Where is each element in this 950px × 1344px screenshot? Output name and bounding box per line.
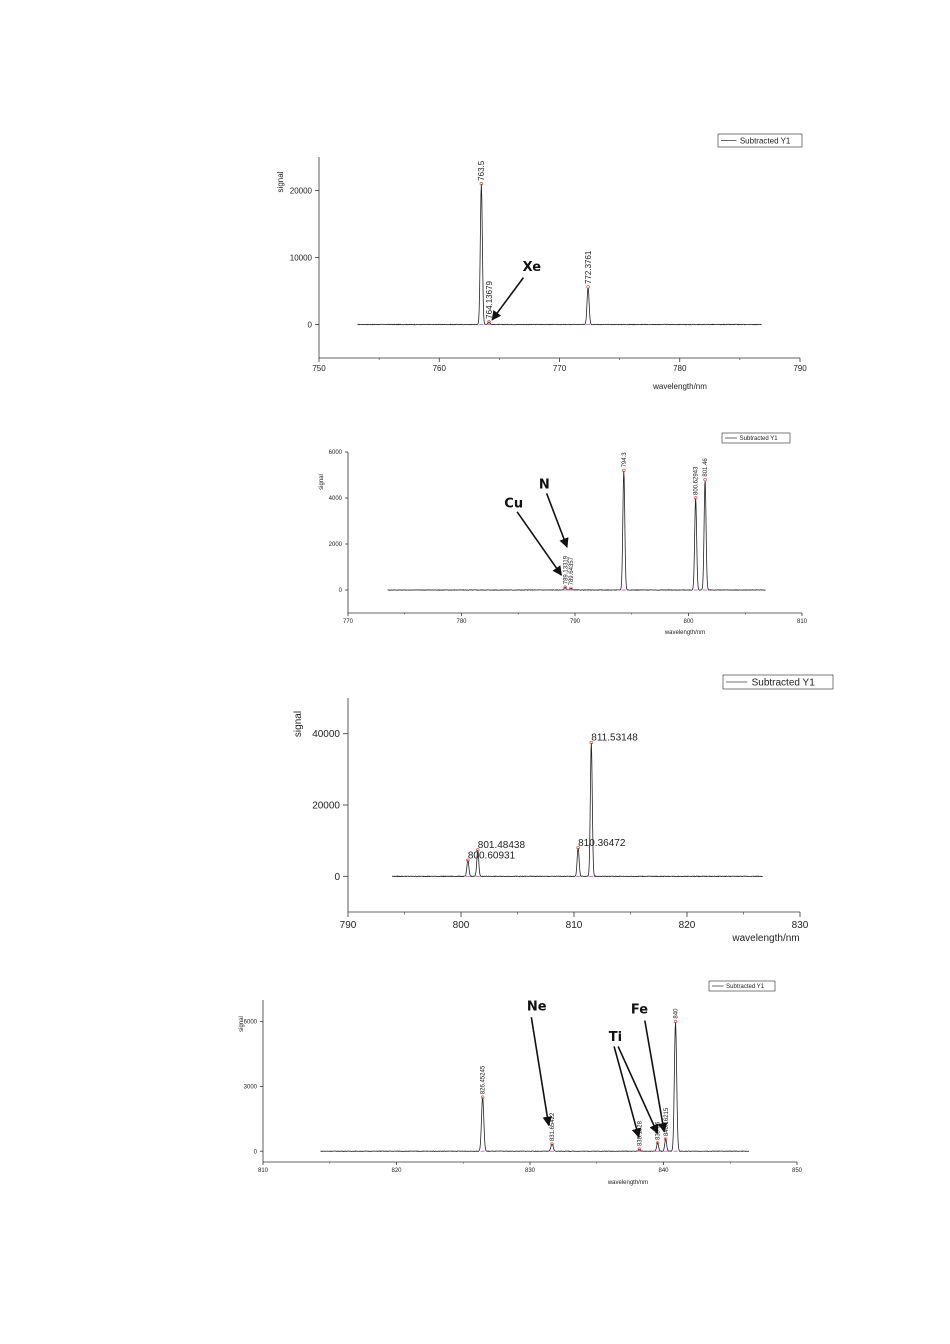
peak-label: 789.64357 xyxy=(569,557,576,586)
element-annotation: Ti xyxy=(608,1030,623,1046)
x-tick-label: 800 xyxy=(683,619,694,625)
peak-label: 801.48438 xyxy=(477,839,526,851)
peak-label: 794.3 xyxy=(621,452,628,468)
x-tick-label: 750 xyxy=(312,364,326,373)
y-axis-label: signal xyxy=(293,710,304,738)
x-tick-label: 810 xyxy=(565,920,583,931)
legend-entry: Subtracted Y1 xyxy=(739,436,778,443)
peak-label: 810.36472 xyxy=(578,837,626,849)
spectrum-series xyxy=(388,471,766,590)
x-tick-label: 820 xyxy=(678,920,696,931)
x-tick-label: 770 xyxy=(552,364,567,373)
spectrum-chart-3 xyxy=(293,675,833,944)
x-tick-label: 790 xyxy=(339,920,357,931)
annotation-arrow xyxy=(531,1017,548,1125)
element-annotation: Fe xyxy=(630,1002,649,1018)
y-axis-label: signal xyxy=(276,171,285,193)
x-tick-label: 770 xyxy=(342,619,354,625)
peak-label: 800.60931 xyxy=(467,850,516,862)
y-tick-label: 20000 xyxy=(289,186,312,196)
peak-point xyxy=(704,478,707,481)
peak-label: 831.65422 xyxy=(550,1112,557,1142)
annotation-arrow xyxy=(614,1046,639,1137)
x-axis-label: wavelength/nm xyxy=(653,382,707,391)
annotation-arrow xyxy=(492,278,523,320)
peak-label: 764.13679 xyxy=(484,280,494,319)
x-tick-label: 790 xyxy=(569,619,581,625)
x-tick-label: 820 xyxy=(391,1168,402,1174)
x-tick-label: 790 xyxy=(793,364,807,373)
annotation-arrow xyxy=(547,493,567,547)
y-tick-label: 6000 xyxy=(328,450,342,457)
x-tick-label: 800 xyxy=(452,920,470,931)
peak-label: 811.53148 xyxy=(591,732,638,744)
element-annotation: Xe xyxy=(522,259,542,275)
y-tick-label: 0 xyxy=(253,1149,257,1156)
x-axis-label: wavelength/nm xyxy=(732,933,800,944)
x-tick-label: 850 xyxy=(791,1168,803,1174)
legend-entry: Subtracted Y1 xyxy=(726,984,765,991)
annotation-arrow xyxy=(645,1021,664,1132)
peak-label: 840 xyxy=(673,1008,680,1019)
x-tick-label: 810 xyxy=(257,1168,269,1174)
x-tick-label: 810 xyxy=(796,619,808,625)
peak-label: 839.56 xyxy=(655,1121,662,1140)
x-tick-label: 780 xyxy=(673,364,687,373)
peak-label: 838.1928 xyxy=(637,1121,644,1147)
y-tick-label: 3000 xyxy=(243,1084,257,1091)
x-tick-label: 830 xyxy=(791,920,809,931)
peak-label: 763.5 xyxy=(477,160,487,181)
peak-label: 840.16215 xyxy=(663,1107,670,1137)
y-tick-label: 0 xyxy=(334,871,340,883)
annotation-arrow xyxy=(517,512,561,575)
y-tick-label: 10000 xyxy=(289,253,312,263)
x-tick-label: 840 xyxy=(658,1168,669,1174)
y-tick-label: 2000 xyxy=(328,542,342,549)
peak-label: 789.13319 xyxy=(563,555,570,585)
peak-label: 800.62943 xyxy=(693,466,700,495)
x-tick-label: 830 xyxy=(524,1168,536,1174)
y-tick-label: 20000 xyxy=(312,800,340,812)
y-tick-label: 0 xyxy=(307,320,312,330)
x-axis-label: wavelength/nm xyxy=(664,630,706,636)
legend-entry: Subtracted Y1 xyxy=(751,677,815,689)
element-annotation: Ne xyxy=(526,999,547,1015)
peak-label: 826.45245 xyxy=(480,1065,487,1095)
y-tick-label: 4000 xyxy=(328,496,342,503)
element-annotation: N xyxy=(538,477,550,493)
spectrum-series xyxy=(392,743,763,877)
legend-entry: Subtracted Y1 xyxy=(739,136,791,146)
spectrum-series xyxy=(357,184,761,325)
y-tick-label: 40000 xyxy=(312,729,340,741)
y-tick-label: 0 xyxy=(338,588,342,595)
y-axis-label: signal xyxy=(319,474,325,490)
x-tick-label: 780 xyxy=(456,619,467,625)
spectrum-chart-1 xyxy=(276,134,807,391)
x-tick-label: 760 xyxy=(432,364,446,373)
peak-label: 772.3761 xyxy=(583,250,593,284)
y-axis-label: signal xyxy=(239,1016,245,1032)
peak-label: 801.46 xyxy=(703,458,710,477)
spectrum-chart-2 xyxy=(319,433,808,636)
x-axis-label: wavelength/nm xyxy=(607,1180,649,1186)
spectrum-chart-4 xyxy=(239,981,803,1186)
element-annotation: Cu xyxy=(504,496,524,512)
y-tick-label: 6000 xyxy=(243,1019,257,1026)
